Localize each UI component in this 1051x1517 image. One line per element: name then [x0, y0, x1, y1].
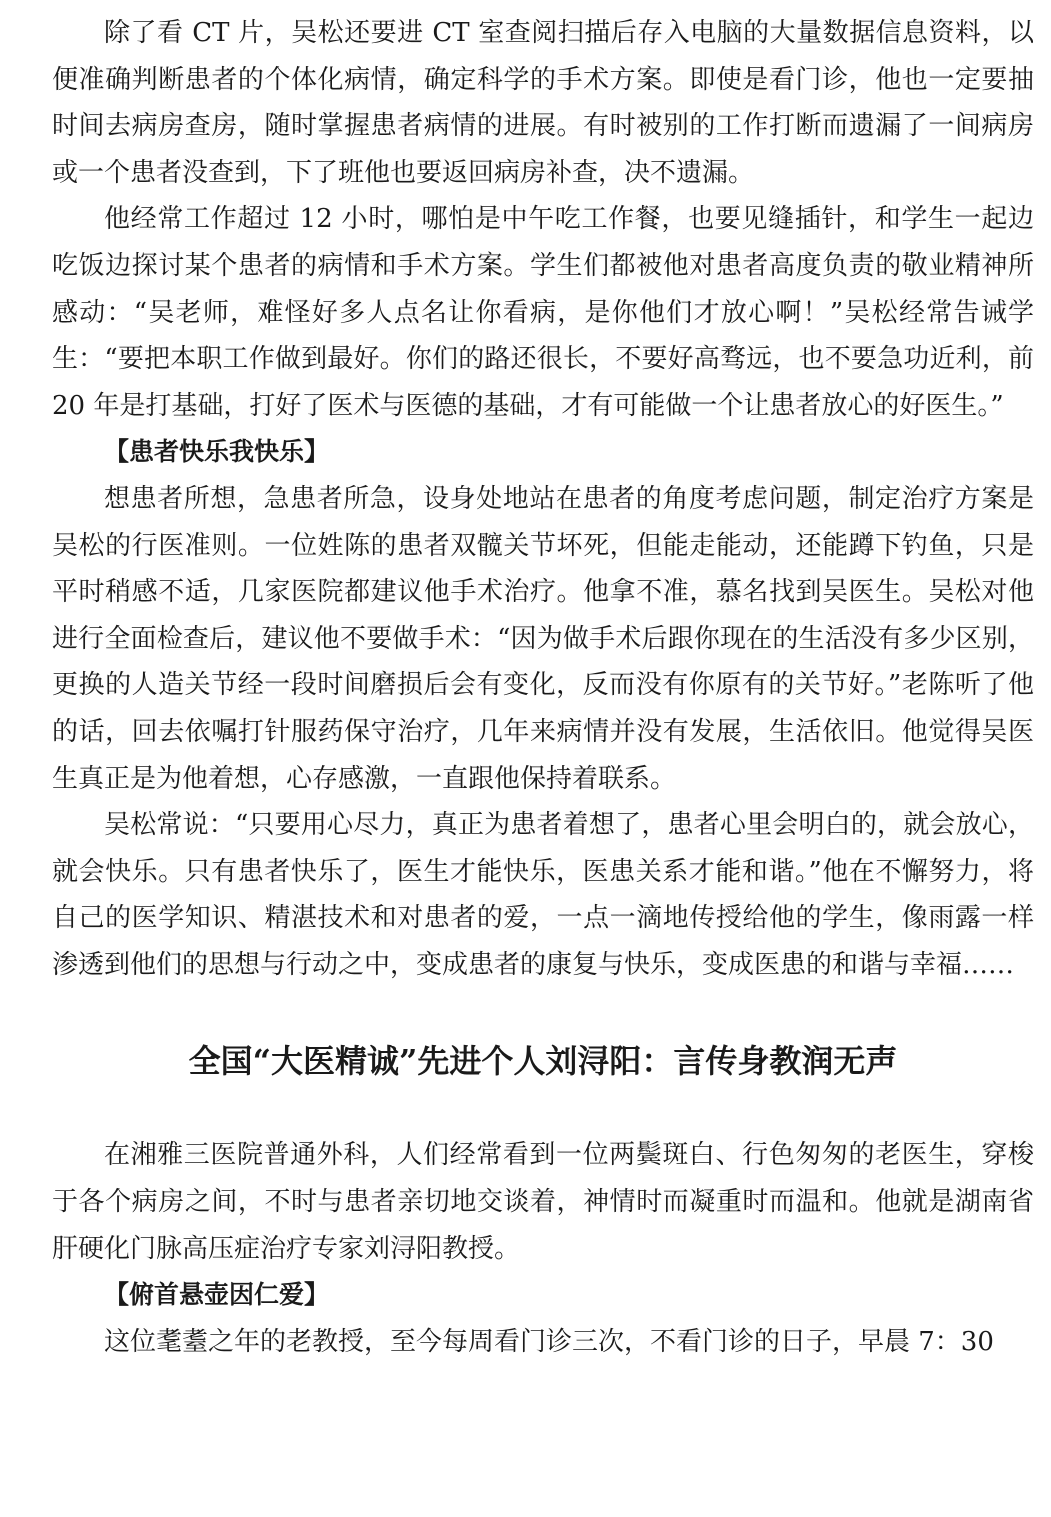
document-page — [52, 10, 1034, 1365]
body-paragraph: 想患者所想，急患者所急，设身处地站在患者的角度考虑问题，制定治疗方案是吴松的行医准则。一位姓陈的患者双髋关节坏死，但能走能动，还能蹲下钓鱼，只是平时稍感不适，几家医院都建议他手术治疗。他拿不准，慕名找到吴医生。吴松对他进行全面检查后，建议他不要做手术：“因为做手术后跟你现在的生活没有多少区别，更换的人造关节经一段时间磨损后会有变化，反而没有你原有的关节好。”老陈听了他的话，回去依嘱打针服药保守治疗，几年来病情并没有发展，生活依旧。他觉得吴医生真正是为他着想，心存感激，一直跟他保持着联系。 — [52, 483, 1034, 794]
section-heading: 【俯首悬壶因仁爱】 — [104, 1280, 330, 1310]
body-paragraph: 在湘雅三医院普通外科，人们经常看到一位两鬓斑白、行色匆匆的老医生，穿梭于各个病房之间，不时与患者亲切地交谈着，神情时而凝重时而温和。他就是湖南省肝硬化门脉高压症治疗专家刘浔阳教授。 — [52, 1140, 1034, 1264]
body-paragraph: 除了看 CT 片，吴松还要进 CT 室查阅扫描后存入电脑的大量数据信息资料，以便准确判断患者的个体化病情，确定科学的手术方案。即使是看门诊，他也一定要抽时间去病房查房，随时掌握患者病情的进展。有时被别的工作打断而遗漏了一间病房或一个患者没查到，下了班他也要返回病房补查，决不遗漏。 — [52, 18, 1034, 188]
body-paragraph: 他经常工作超过 12 小时，哪怕是中午吃工作餐，也要见缝插针，和学生一起边吃饭边探讨某个患者的病情和手术方案。学生们都被他对患者高度负责的敬业精神所感动：“吴老师，难怪好多人点名让你看病，是你他们才放心啊！”吴松经常告诫学生：“要把本职工作做到最好。你们的路还很长，不要好高骛远，也不要急功近利，前20 年是打基础，打好了医术与医德的基础，才有可能做一个让患者放心的好医生。” — [52, 204, 1034, 421]
body-paragraph: 吴松常说：“只要用心尽力，真正为患者着想了，患者心里会明白的，就会放心，就会快乐。只有患者快乐了，医生才能快乐，医患关系才能和谐。”他在不懈努力，将自己的医学知识、精湛技术和对患者的爱，一点一滴地传授给他的学生，像雨露一样渗透到他们的思想与行动之中，变成患者的康复与快乐，变成医患的和谐与幸福…… — [52, 810, 1034, 980]
article-title: 全国“大医精诚”先进个人刘浔阳：言传身教润无声 — [188, 1042, 898, 1081]
body-paragraph: 这位耄耋之年的老教授，至今每周看门诊三次，不看门诊的日子，早晨 7：30 — [104, 1326, 994, 1357]
section-heading: 【患者快乐我快乐】 — [104, 437, 330, 467]
